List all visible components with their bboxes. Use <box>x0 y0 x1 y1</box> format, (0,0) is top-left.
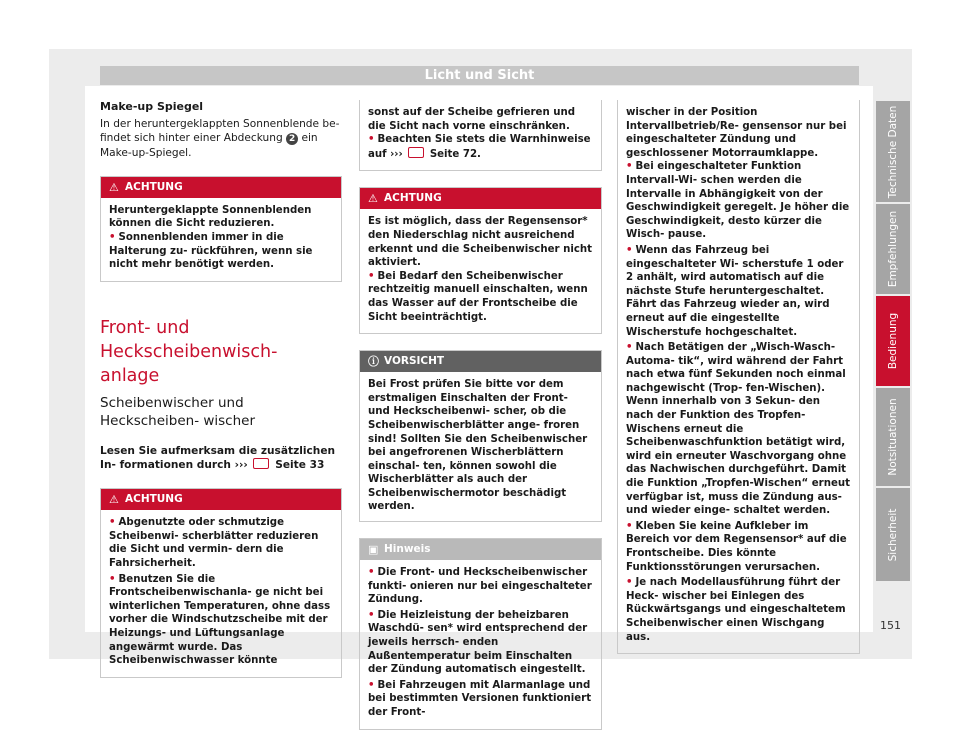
warning-label: ACHTUNG <box>384 192 442 205</box>
column-1 <box>100 86 342 678</box>
caution-box-header <box>360 351 601 372</box>
note-cont-lead: wischer in der Position Intervallbetrieb/Re- gensensor nur bei eingeschalteter Zündung und geschlossener Motorraumklappe. <box>626 107 847 159</box>
section-subtitle: Scheibenwischer und Heckscheiben- wischer <box>100 394 256 429</box>
warning-lead: Heruntergeklappte Sonnenblenden können die Sicht reduzieren. <box>109 204 312 230</box>
note-bullet: • Bei Fahrzeugen mit Alarmanlage und bei bestimmten Versionen funktioniert der Front- <box>368 679 592 718</box>
bullet-text: Bei Bedarf den Scheibenwischer rechtzeitig manuell einschalten, wenn das Wasser auf der Frontscheibe die Sicht beeinträchtigt. <box>368 270 588 323</box>
warning-bullet: • Abgenutzte oder schmutzige Scheibenwi- scherblätter reduzieren die Sicht und vermin- dern die Fahrsicherheit. <box>109 517 319 569</box>
note-bullet: • Je nach Modellausführung führt der Heck- wischer bei Einlegen des Rückwärtsgangs und eingeschaltetem Scheibenwischer einen Wischgang aus. <box>626 577 846 643</box>
warning-box-body <box>101 510 341 677</box>
makeup-text-after: ein Make-up-Spiegel. <box>100 132 318 159</box>
warning-box-header <box>101 489 341 510</box>
warning-bullet: • Benutzen Sie die Frontscheibenwischanla- ge nicht bei winterlichen Temperaturen, ohne dass vorher die Windschutzscheibe mit der Heizungs- und Lüftungsanlage angewärmt wurde. Das Scheibenwischwasser könnte <box>109 573 331 667</box>
book-icon <box>253 458 269 469</box>
intro-text <box>100 444 342 472</box>
book-icon <box>408 147 424 158</box>
warning-bullet: • Beachten Sie stets die Warnhinweise auf ››› Seite 72. <box>368 134 591 160</box>
intro-main: Lesen Sie aufmerksam die zusätzlichen In- formationen durch <box>100 444 336 471</box>
warning-triangle-icon: ⚠ <box>109 493 119 507</box>
warning-triangle-icon: ⚠ <box>109 180 119 194</box>
page-content <box>85 86 873 718</box>
note-bullet: • Die Front- und Heckscheibenwischer funkti- onieren nur bei eingeschalteter Zündung. <box>368 567 592 606</box>
warning-box-body <box>360 100 601 170</box>
note-bullet: • Wenn das Fahrzeug bei eingeschalteter Wi- scherstufe 1 oder 2 anhält, wird automatisch auf die nächste Stufe heruntergeschaltet. Fährt das Fahrzeug wieder an, wird erneut auf die eingestellte Wischerstufe hochgeschaltet. <box>626 244 844 338</box>
bullet-text: Nach Betätigen der „Wisch-Wasch-Automa- tik“, wird während der Fahrt nach etwa fünf Sekunden noch einmal nachgewischt (Trop- fen-Wischen). Wenn innerhalb von 3 Sekun- den nach der Funktion des Tropfen-Wischens erneut die Scheibenwaschfunktion betätigt wird, wird ein erneuter Waschvorgang ohne das Nachwischen durchgeführt. Damit die Funktion „Tropfen-Wischen“ erneut verfügbar ist, muss die Zündung aus- und wieder einge- schaltet werden. <box>626 342 850 517</box>
section-title: Front- und Heckscheibenwisch- anlage <box>100 317 278 386</box>
bullet-text: Bei Fahrzeugen mit Alarmanlage und bei bestimmten Versionen funktioniert der Front- <box>368 679 592 718</box>
page-ref-link[interactable]: Seite 33 <box>275 458 325 471</box>
note-box <box>359 538 602 730</box>
warning-lead: Es ist möglich, dass der Regensensor* den Niederschlag nicht ausreichend erkennt und die Scheibenwischer nicht aktiviert. <box>368 216 592 269</box>
warning-box-header <box>360 188 601 209</box>
bullet-text: Kleben Sie keine Aufkleber im Bereich vor dem Regensensor* auf die Frontscheibe. Dies könnte Funktionsstörungen verursachen. <box>626 520 847 573</box>
tab-label: Technische Daten <box>887 105 899 198</box>
warning-box-sun-visor <box>100 176 342 282</box>
page-ref-link[interactable]: Seite 72. <box>429 148 481 160</box>
note-box-continued <box>617 100 860 654</box>
note-box-body <box>360 560 601 729</box>
warning-box-body <box>101 198 341 281</box>
column-3 <box>617 86 860 654</box>
caution-circle-icon: ⓘ <box>368 355 379 369</box>
tab-label: Sicherheit <box>887 508 899 561</box>
side-tab-technische-daten[interactable] <box>876 101 910 202</box>
caution-label: VORSICHT <box>384 355 445 368</box>
makeup-mirror-text <box>100 117 342 160</box>
side-tab-sicherheit[interactable] <box>876 488 910 581</box>
side-tab-bedienung[interactable] <box>876 296 910 386</box>
ref-arrow: ››› <box>234 458 248 471</box>
bullet-text: Wenn das Fahrzeug bei eingeschalteter Wi- scherstufe 1 oder 2 anhält, wird automatisch auf die nächste Stufe heruntergeschaltet. Fährt das Fahrzeug wieder an, wird erneut auf die eingestellte Wischerstufe hochgeschaltet. <box>626 244 844 338</box>
bullet-text: Die Heizleistung der beheizbaren Waschdü- sen* wird entsprechend der jeweils herrsch- enden Außentemperatur beim Einschalten der Zündung automatisch eingestellt. <box>368 609 588 676</box>
ref-arrow: ››› <box>390 148 403 160</box>
warning-box-continued <box>359 100 602 171</box>
tab-label: Bedienung <box>887 312 899 370</box>
note-label: Hinweis <box>384 543 431 556</box>
page-number: 151 <box>880 619 901 632</box>
warning-box-wiper <box>100 488 342 678</box>
caution-box-frost <box>359 350 602 522</box>
note-bullet: • Nach Betätigen der „Wisch-Wasch-Automa- tik“, wird während der Fahrt nach etwa fünf Sekunden noch einmal nachgewischt (Trop- fen-Wischen). Wenn innerhalb von 3 Sekun- den nach der Funktion des Tropfen-Wischens erneut die Scheibenwaschfunktion betätigt wird, wird ein erneuter Waschvorgang ohne das Nachwischen durchgeführt. Damit die Funktion „Tropfen-Wischen“ erneut verfügbar ist, muss die Zündung aus- und wieder einge- schaltet werden. <box>626 342 850 517</box>
callout-number: 2 <box>286 133 298 145</box>
warning-box-body <box>360 209 601 333</box>
side-tab-empfehlungen[interactable] <box>876 204 910 294</box>
tab-label: Notsituationen <box>887 398 899 476</box>
note-box-header <box>360 539 601 560</box>
bullet-text: Je nach Modellausführung führt der Heck- wischer bei Einlegen des Rückwärtsgangs und eingeschaltetem Scheibenwischer einen Wischgang aus. <box>626 577 846 643</box>
note-bullet: • Die Heizleistung der beheizbaren Waschdü- sen* wird entsprechend der jeweils herrsch- enden Außentemperatur beim Einschalten der Zündung automatisch eingestellt. <box>368 609 588 676</box>
note-bullet: • Kleben Sie keine Aufkleber im Bereich vor dem Regensensor* auf die Frontscheibe. Dies könnte Funktionsstörungen verursachen. <box>626 520 847 573</box>
warning-label: ACHTUNG <box>125 493 183 506</box>
bullet-text: Abgenutzte oder schmutzige Scheibenwi- scherblätter reduzieren die Sicht und vermin- dern die Fahrsicherheit. <box>109 517 319 569</box>
bullet-text: Die Front- und Heckscheibenwischer funkti- onieren nur bei eingeschalteter Zündung. <box>368 567 592 606</box>
note-icon: ▣ <box>368 543 379 557</box>
warning-label: ACHTUNG <box>125 180 183 193</box>
note-box-body <box>618 100 859 653</box>
warning-bullet: • Sonnenblenden immer in die Halterung zu- rückführen, wenn sie nicht mehr benötigt werden. <box>109 232 313 271</box>
bullet-text: Beachten Sie stets die Warnhinweise auf <box>368 134 591 160</box>
column-2 <box>359 86 602 730</box>
bullet-text: Bei eingeschalteter Funktion Intervall-Wi- schen werden die Intervalle in Abhängigkeit von der Geschwindigkeit geregelt. Je höher die Geschwindigkeit, desto kürzer die Wisch- pause. <box>626 161 850 241</box>
note-bullet: • Bei eingeschalteter Funktion Intervall-Wi- schen werden die Intervalle in Abhängigkeit von der Geschwindigkeit geregelt. Je höher die Geschwindigkeit, desto kürzer die Wisch- pause. <box>626 161 850 241</box>
bullet-text: Sonnenblenden immer in die Halterung zu- rückführen, wenn sie nicht mehr benötigt werden. <box>109 232 313 271</box>
bullet-text: Benutzen Sie die Frontscheibenwischanla- ge nicht bei winterlichen Temperaturen, ohne dass vorher die Windschutzscheibe mit der Heizungs- und Lüftungsanlage angewärmt wurde. Das Scheibenwischwasser könnte <box>109 573 331 667</box>
makeup-text-before: In der heruntergeklappten Sonnenblende be- findet sich hinter einer Abdeckung <box>100 118 340 145</box>
side-tab-notsituationen[interactable] <box>876 388 910 486</box>
warning-triangle-icon: ⚠ <box>368 192 378 206</box>
makeup-mirror-heading: Make-up Spiegel <box>100 100 204 113</box>
warning-cont-lead: sonst auf der Scheibe gefrieren und die Sicht nach vorne einschränken. <box>368 107 576 132</box>
tab-label: Empfehlungen <box>887 210 899 288</box>
caution-box-body: Bei Frost prüfen Sie bitte vor dem erstmaligen Einschalten der Front- und Heckscheibenwi- scher, ob die Scheibenwischerblätter ange- froren sind! Sollten Sie den Scheibenwischer bei angefrorenen Wischerblättern einschal- ten, können sowohl die Wischerblätter als auch der Scheibenwischermotor beschädigt werden. <box>368 379 588 513</box>
warning-box-rain-sensor <box>359 187 602 334</box>
warning-box-header <box>101 177 341 198</box>
warning-bullet: • Bei Bedarf den Scheibenwischer rechtzeitig manuell einschalten, wenn das Wasser auf der Frontscheibe die Sicht beeinträchtigt. <box>368 270 588 323</box>
page-header: Licht und Sicht <box>100 66 859 85</box>
